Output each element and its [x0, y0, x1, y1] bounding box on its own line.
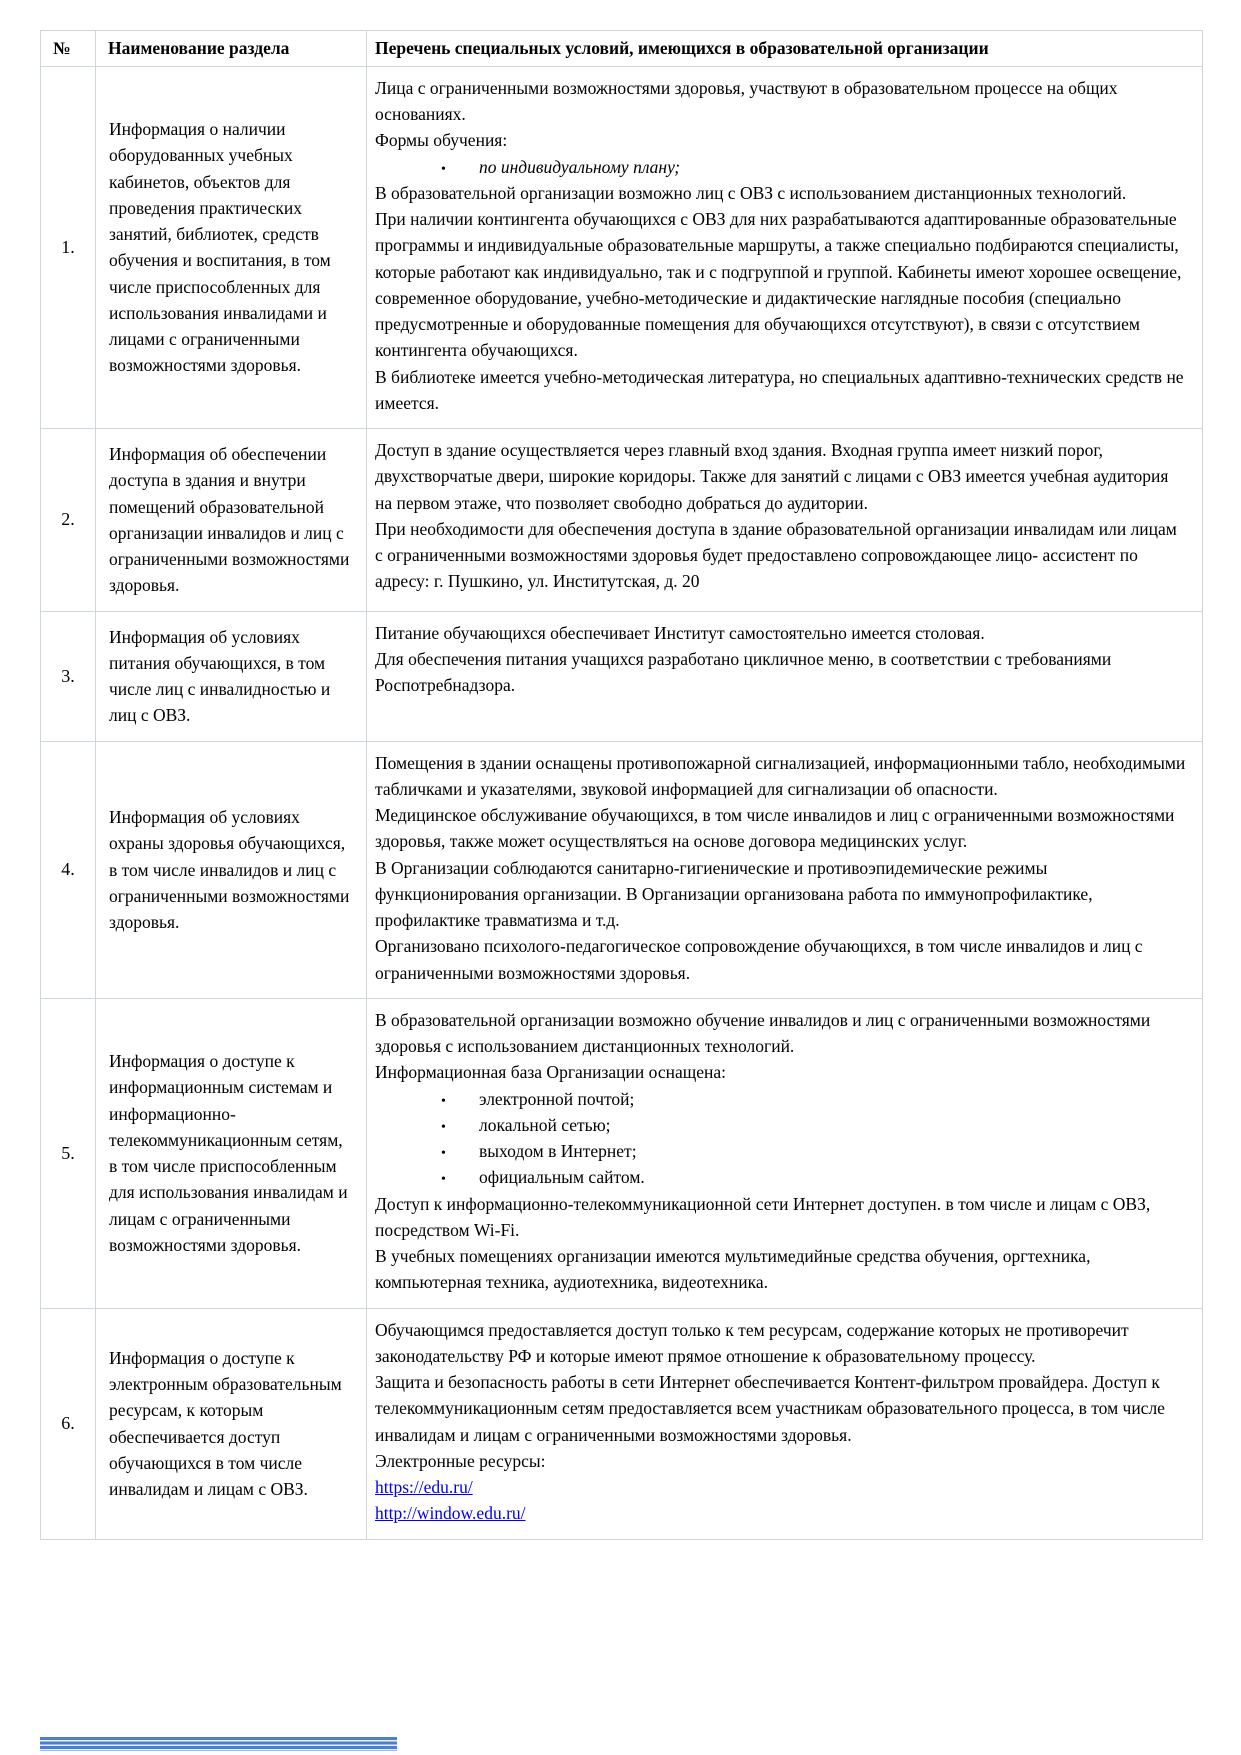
- header-section-name: Наименование раздела: [96, 31, 367, 67]
- special-conditions-table: [40, 30, 1203, 1540]
- table-body: [41, 66, 1203, 1539]
- paragraph: Защита и безопасность работы в сети Интернет обеспечивается Контент-фильтром провайдера. Доступ к телекоммуникационным сетям предоставляется всем участникам образовательного процесса, в том числе инвалидам и лицам с ограниченными возможностями здоровья.: [375, 1372, 1165, 1445]
- bullet-item: [375, 1164, 1188, 1190]
- paragraph: В библиотеке имеется учебно-методическая литература, но специальных адаптивно-технических средств не имеется.: [375, 366, 1184, 413]
- bullet-text: по индивидуальному плану;: [479, 156, 681, 177]
- paragraph: Медицинское обслуживание обучающихся, в том числе инвалидов и лиц с ограниченными возможностями здоровья, также может осуществляться на основе договора медицинских услуг.: [375, 805, 1175, 852]
- section-name-cell: Информация о доступе к электронным образовательным ресурсам, к которым обеспечивается доступ обучающихся в том числе инвалидам и лицам с ОВЗ.: [96, 1308, 367, 1539]
- paragraph: В учебных помещениях организации имеются мультимедийные средства обучения, оргтехника, компьютерная техника, аудиотехника, видеотехника.: [375, 1246, 1091, 1293]
- paragraph: Информационная база Организации оснащена:: [375, 1062, 726, 1083]
- bullet-icon: •: [441, 1119, 446, 1135]
- table-row: [41, 611, 1203, 741]
- bullet-text: выходом в Интернет;: [479, 1141, 637, 1161]
- conditions-cell: [367, 998, 1203, 1308]
- table-row: [41, 429, 1203, 612]
- section-name-cell: Информация о доступе к информационным системам и информационно-телекоммуникационным сетям, в том числе приспособленным для использования инвалидам и лицам с ограниченными возможностями здоровья.: [96, 998, 367, 1308]
- paragraph: Формы обучения:: [375, 130, 508, 151]
- table-row: [41, 1308, 1203, 1539]
- bullet-icon: •: [441, 161, 446, 177]
- paragraph: В образовательной организации возможно лиц с ОВЗ с использованием дистанционных технологий.: [375, 182, 1127, 203]
- paragraph: Лица с ограниченными возможностями здоровья, участвуют в образовательном процессе на общих основаниях.: [375, 77, 1118, 124]
- paragraph: В образовательной организации возможно обучение инвалидов и лиц с ограниченными возможностями здоровья с использованием дистанционных технологий.: [375, 1009, 1151, 1056]
- bullet-item: [375, 1112, 1188, 1138]
- table-header-row: [41, 31, 1203, 67]
- paragraph: Доступ в здание осуществляется через главный вход здания. Входная группа имеет низкий порог, двухстворчатые двери, широкие коридоры. Также для занятий с лицами с ОВЗ имеется учебная аудитория на первом этаже, что позволяет свободно добраться до аудитории.: [375, 440, 1169, 513]
- row-number: 6.: [41, 1308, 96, 1539]
- bullet-icon: •: [441, 1146, 446, 1161]
- bullet-item: [375, 154, 1188, 180]
- conditions-cell: [367, 429, 1203, 612]
- external-link[interactable]: http://window.edu.ru/: [375, 1503, 526, 1524]
- bullet-icon: •: [441, 1093, 446, 1109]
- section-name-cell: Информация о наличии оборудованных учебных кабинетов, объектов для проведения практических занятий, библиотек, средств обучения и воспитания, в том числе приспособленных для использования инвалидами и лицами с ограниченными возможностями здоровья.: [96, 66, 367, 428]
- paragraph: При наличии контингента обучающихся с ОВЗ для них разрабатываются адаптированные образовательные программы и индивидуальные образовательные маршруты, а также специально подбираются специалисты, которые работают как индивидуально, так и с подгруппой и группой. Кабинеты имеют хорошее освещение, современное оборудование, учебно-методические и дидактические наглядные пособия (специально предусмотренные и оборудованные помещения для обучающихся отсутствуют), в связи с отсутствием контингента обучающихся.: [375, 209, 1182, 361]
- conditions-cell: [367, 1308, 1203, 1539]
- conditions-cell: [367, 741, 1203, 998]
- external-link[interactable]: https://edu.ru/: [375, 1477, 473, 1497]
- section-name-cell: Информация об обеспечении доступа в здания и внутри помещений образовательной организации инвалидов и лиц с ограниченными возможностями здоровья.: [96, 429, 367, 612]
- conditions-cell: [367, 611, 1203, 741]
- section-name-cell: Информация об условиях охраны здоровья обучающихся, в том числе инвалидов и лиц с ограниченными возможностями здоровья.: [96, 741, 367, 998]
- link-line: [375, 1474, 1188, 1500]
- paragraph: Помещения в здании оснащены противопожарной сигнализацией, информационными табло, необходимыми табличками и указателями, звуковой информацией для сигнализации об опасности.: [375, 752, 1186, 799]
- header-conditions: Перечень специальных условий, имеющихся в образовательной организации: [367, 31, 1203, 67]
- paragraph: При необходимости для обеспечения доступа в здание образовательной организации инвалидам или лицам с ограниченными возможностями здоровья будет предоставлено сопровождающее лицо- ассистент по адресу: г. Пушкино, ул. Институтская, д. 20: [375, 518, 1177, 592]
- conditions-cell: [367, 66, 1203, 428]
- paragraph: Электронные ресурсы:: [375, 1450, 546, 1471]
- bottom-blue-stripe-artifact: [40, 1737, 397, 1751]
- bullet-text: локальной сетью;: [479, 1114, 611, 1135]
- row-number: 4.: [41, 741, 96, 998]
- bullet-item: [375, 1138, 1188, 1164]
- section-name-cell: Информация об условиях питания обучающихся, в том числе лиц с инвалидностью и лиц с ОВЗ.: [96, 611, 367, 741]
- bullet-text: официальным сайтом.: [479, 1167, 645, 1188]
- link-line: [375, 1500, 1188, 1526]
- table-row: [41, 741, 1203, 998]
- row-number: 3.: [41, 611, 96, 741]
- bullet-item: [375, 1086, 1188, 1112]
- paragraph: Питание обучающихся обеспечивает Институт самостоятельно имеется столовая.: [375, 622, 985, 643]
- table-row: [41, 66, 1203, 428]
- row-number: 1.: [41, 66, 96, 428]
- paragraph: Организовано психолого-педагогическое сопровождение обучающихся, в том числе инвалидов и лиц с ограниченными возможностями здоровья.: [375, 936, 1143, 983]
- table-row: [41, 998, 1203, 1308]
- row-number: 2.: [41, 429, 96, 612]
- paragraph: Для обеспечения питания учащихся разработано цикличное меню, в соответствии с требованиями Роспотребнадзора.: [375, 648, 1112, 695]
- paragraph: Доступ к информационно-телекоммуникационной сети Интернет доступен. в том числе и лицам с ОВЗ, посредством Wi-Fi.: [375, 1193, 1151, 1240]
- bullet-icon: •: [441, 1172, 446, 1188]
- header-number: №: [41, 31, 96, 67]
- paragraph: Обучающимся предоставляется доступ только к тем ресурсам, содержание которых не противоречит законодательству РФ и которые имеют прямое отношение к образовательному процессу.: [375, 1319, 1129, 1366]
- bullet-text: электронной почтой;: [479, 1088, 635, 1109]
- paragraph: В Организации соблюдаются санитарно-гигиенические и противоэпидемические режимы функционирования организации. В Организации организована работа по иммунопрофилактике, профилактике травматизма и т.д.: [375, 857, 1093, 930]
- row-number: 5.: [41, 998, 96, 1308]
